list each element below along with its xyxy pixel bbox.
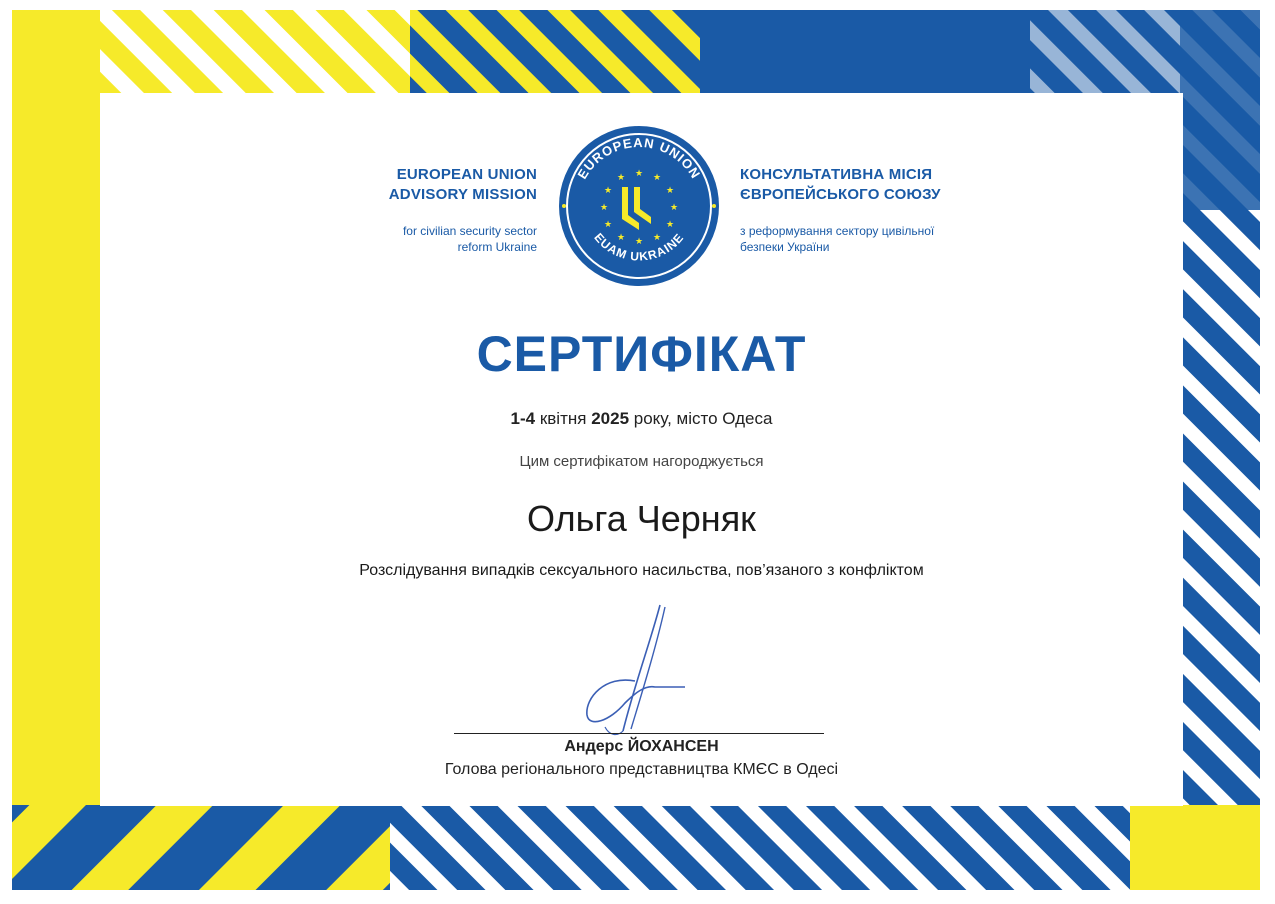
- org-name-ua-line2: ЄВРОПЕЙСЬКОГО СОЮЗУ: [740, 186, 941, 203]
- org-name-en-line1: EUROPEAN UNION: [396, 166, 537, 183]
- signer-name: Андерс ЙОХАНСЕН: [564, 738, 719, 755]
- event-month: квітня: [539, 409, 587, 428]
- org-name-en-line2: ADVISORY MISSION: [388, 186, 537, 203]
- recipient-name: Ольга Черняк: [527, 498, 756, 539]
- event-date-range: 1-4: [510, 409, 536, 428]
- signature-icon: [565, 603, 695, 738]
- euam-emblem-icon: [556, 123, 722, 289]
- svg-text:★: ★: [652, 173, 662, 183]
- signer-title: Голова регіонального представництва КМЄС в Одесі: [444, 761, 839, 778]
- awarded-text: Цим сертифікатом нагороджується: [519, 453, 764, 470]
- svg-text:★: ★: [665, 220, 675, 230]
- emblem-bottom-text: EUAM UKRAINE: [591, 230, 687, 264]
- svg-text:★: ★: [616, 233, 626, 243]
- org-sub-ua-line2: безпеки України: [740, 240, 830, 254]
- svg-text:★: ★: [603, 186, 613, 196]
- org-name-ukrainian: [740, 165, 1000, 255]
- org-sub-en-line1: for civilian security sector: [402, 224, 537, 238]
- course-title: Розслідування випадків сексуального насильства, пов’язаного з конфліктом: [359, 562, 924, 579]
- event-date-line: [100, 409, 1183, 429]
- certificate-card: [100, 93, 1183, 806]
- event-year: 2025: [591, 409, 630, 428]
- event-location: року, місто Одеса: [633, 409, 773, 428]
- org-name-ua-line1: КОНСУЛЬТАТИВНА МІСІЯ: [740, 166, 933, 183]
- svg-text:★: ★: [634, 169, 644, 179]
- svg-text:★: ★: [603, 220, 613, 230]
- svg-text:★: ★: [599, 203, 609, 213]
- certificate-title: СЕРТИФІКАТ: [476, 326, 807, 382]
- svg-text:★: ★: [665, 186, 675, 196]
- signature-line: [454, 733, 824, 734]
- svg-text:★: ★: [652, 233, 662, 243]
- org-sub-ua-line1: з реформування сектору цивільної: [740, 224, 935, 238]
- svg-text:★: ★: [669, 203, 679, 213]
- svg-text:★: ★: [616, 173, 626, 183]
- org-name-english: [365, 165, 537, 255]
- emblem-top-text: EUROPEAN UNION: [574, 134, 704, 182]
- org-sub-en-line2: reform Ukraine: [457, 240, 537, 254]
- svg-text:★: ★: [634, 237, 644, 247]
